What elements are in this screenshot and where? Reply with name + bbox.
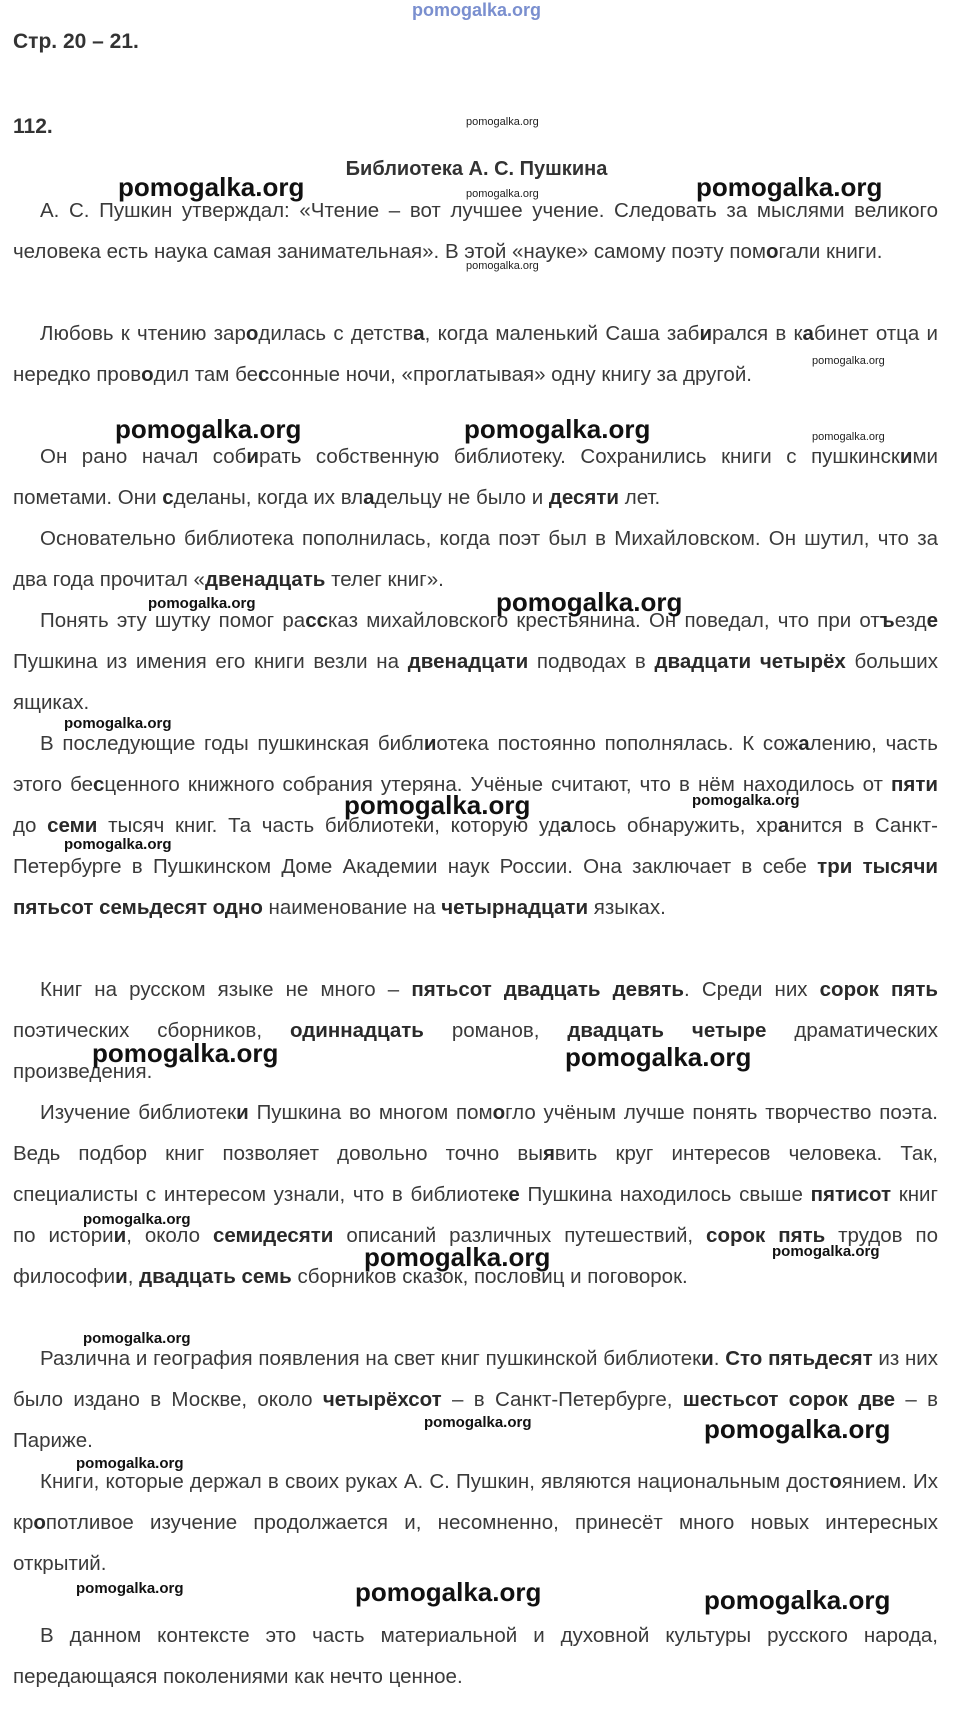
bold-text-run: двадцати четырёх <box>654 650 846 673</box>
bold-text-run: одиннадцать <box>289 1019 424 1042</box>
watermark: pomogalka.org <box>364 1242 551 1272</box>
text-run: Любовь к чтению зар <box>40 322 246 345</box>
watermark: pomogalka.org <box>565 1042 752 1072</box>
text-run: до <box>13 814 48 837</box>
bold-text-run: и <box>423 732 437 755</box>
paragraph-7 <box>13 969 938 1092</box>
watermark: pomogalka.org <box>76 1580 184 1597</box>
bold-text-run: я <box>542 1142 555 1165</box>
text-run: ми пометами. Они <box>13 445 938 509</box>
text-run: языках. <box>588 896 666 919</box>
watermark: pomogalka.org <box>812 431 885 443</box>
text-run: трудов по философи <box>13 1224 939 1288</box>
text-run: езд <box>894 609 927 632</box>
bold-text-run: двенадцати <box>407 650 529 673</box>
bold-text-run: и <box>699 322 713 345</box>
text-run: рать собственную библиотеку. Сохранились книги с пушкинск <box>258 445 900 468</box>
paragraph-6 <box>13 723 938 928</box>
watermark: pomogalka.org <box>83 1330 191 1347</box>
watermark: pomogalka.org <box>83 1211 191 1228</box>
bold-text-run: Сто пятьдесят <box>725 1347 873 1370</box>
bold-text-run: двадцать четыре <box>567 1019 767 1042</box>
bold-text-run: о <box>765 240 779 263</box>
text-run: гали книги. <box>778 240 883 263</box>
text-run: – в Париже. <box>13 1388 938 1452</box>
bold-text-run: е <box>926 609 938 632</box>
watermark: pomogalka.org <box>92 1038 279 1068</box>
text-run: лет. <box>619 486 661 509</box>
text-run: книг по истори <box>13 1183 938 1247</box>
text-run: янием. Их кр <box>13 1470 938 1534</box>
text-run: нится в Санкт-Петербурге в Пушкинском Доме Академии наук России. Она заключает в себе <box>13 814 938 878</box>
text-run: ценного книжного собрания утеряна. Учёные считают, что в нём находилось от <box>104 773 891 796</box>
bold-text-run: с <box>258 363 270 386</box>
bold-text-run: а <box>413 322 425 345</box>
text-run: В данном контексте это часть материальной и духовной культуры русского народа, передающаяся поколениями как нечто ценное. <box>13 1624 938 1688</box>
bold-text-run: о <box>141 363 154 386</box>
text-run: . Среди них <box>684 978 820 1001</box>
text-run: романов, <box>423 1019 568 1042</box>
text-run: описаний различных путешествий, <box>333 1224 707 1247</box>
watermark: pomogalka.org <box>148 595 256 612</box>
text-run: Пушкина во многом пом <box>248 1101 493 1124</box>
text-run: Изучение библиотек <box>40 1101 237 1124</box>
bold-text-run: а <box>802 322 814 345</box>
text-run: . <box>713 1347 726 1370</box>
watermark: pomogalka.org <box>76 1455 184 1472</box>
paragraph-11 <box>13 1615 938 1697</box>
watermark: pomogalka.org <box>496 587 683 617</box>
text-run: , когда маленький Саша заб <box>424 322 700 345</box>
text-run: Книг на русском языке не много – <box>40 978 412 1001</box>
text-run: отека постоянно пополнялась. К сож <box>436 732 799 755</box>
bold-text-run: с <box>162 486 174 509</box>
watermark: pomogalka.org <box>696 172 883 202</box>
watermark: pomogalka.org <box>118 172 305 202</box>
bold-text-run: и <box>246 445 259 468</box>
text-run: бинет отца и нередко пров <box>13 322 939 386</box>
text-run: Различна и география появления на свет книг пушкинской библиотек <box>40 1347 702 1370</box>
bold-text-run: а <box>560 814 572 837</box>
text-run: , <box>127 1265 140 1288</box>
watermark: pomogalka.org <box>464 414 651 444</box>
text-run: тысяч книг. Та часть библиотеки, которую уд <box>97 814 561 837</box>
watermark: pomogalka.org <box>424 1414 532 1431</box>
text-run: дилась с детств <box>258 322 414 345</box>
text-run: дельцу не было и <box>374 486 549 509</box>
text-run: лось обнаружить, хр <box>571 814 778 837</box>
exercise-number: 112. <box>13 115 53 138</box>
bold-text-run: двадцать семь <box>139 1265 292 1288</box>
watermark: pomogalka.org <box>692 792 800 809</box>
bold-text-run: сс <box>305 609 328 632</box>
paragraph-5 <box>13 600 938 723</box>
bold-text-run: пятьсот двадцать девять <box>411 978 685 1001</box>
top-watermark: pomogalka.org <box>411 0 541 20</box>
text-run: Пушкина из имения его книги везли на <box>13 650 408 673</box>
text-run: каз михайловского крестьянина. Он поведал, что при от <box>328 609 880 632</box>
watermark: pomogalka.org <box>466 116 539 128</box>
text-run: В последующие годы пушкинская библ <box>40 732 424 755</box>
text-run: подводах в <box>528 650 655 673</box>
watermark: pomogalka.org <box>466 260 539 272</box>
bold-text-run: пяти <box>891 773 938 796</box>
paragraph-4 <box>13 518 938 600</box>
page-reference: Стр. 20 – 21. <box>13 30 139 53</box>
text-run: , около <box>126 1224 213 1247</box>
watermark: pomogalka.org <box>344 790 531 820</box>
text-run: гло учёным лучше понять творчество поэта. Ведь подбор книг позволяет довольно точно вы <box>13 1101 938 1165</box>
watermark: pomogalka.org <box>64 836 172 853</box>
bold-text-run: о <box>245 322 259 345</box>
bold-text-run: а <box>777 814 790 837</box>
paragraph-3 <box>13 436 938 518</box>
text-run: телег книг». <box>325 568 444 591</box>
bold-text-run: и <box>701 1347 714 1370</box>
bold-text-run: о <box>829 1470 842 1493</box>
watermark: pomogalka.org <box>64 715 172 732</box>
text-run: из них было издано в Москве, около <box>13 1347 938 1411</box>
bold-text-run: и <box>236 1101 249 1124</box>
bold-text-run: с <box>93 773 105 796</box>
watermark: pomogalka.org <box>772 1243 880 1260</box>
text-run: деланы, когда их вл <box>173 486 364 509</box>
text-run: дил там бе <box>153 363 258 386</box>
text-run: – в Санкт-Петербурге, <box>441 1388 683 1411</box>
bold-text-run: двенадцать <box>204 568 326 591</box>
text-run: рался в к <box>712 322 803 345</box>
bold-text-run: четырёхсот <box>322 1388 442 1411</box>
bold-text-run: пятисот <box>810 1183 892 1206</box>
text-run: Пушкина находилось свыше <box>519 1183 811 1206</box>
watermark: pomogalka.org <box>115 414 302 444</box>
bold-text-run: и <box>899 445 913 468</box>
watermark: pomogalka.org <box>812 355 885 367</box>
bold-text-run: шестьсот сорок две <box>682 1388 896 1411</box>
bold-text-run: и <box>113 1224 127 1247</box>
bold-text-run: е <box>508 1183 520 1206</box>
text-run: Книги, которые держал в своих руках А. С. Пушкин, являются национальным дост <box>40 1470 830 1493</box>
bold-text-run: четырнадцати <box>441 896 589 919</box>
text-run: сонные ночи, «проглатывая» одну книгу за другой. <box>269 363 752 386</box>
watermark: pomogalka.org <box>466 188 539 200</box>
bold-text-run: о <box>33 1511 46 1534</box>
bold-text-run: а <box>798 732 810 755</box>
text-run: Он рано начал соб <box>40 445 247 468</box>
bold-text-run: и <box>115 1265 128 1288</box>
bold-text-run: сорок пять <box>819 978 938 1001</box>
paragraph-10 <box>13 1461 938 1584</box>
bold-text-run: семи <box>47 814 98 837</box>
watermark: pomogalka.org <box>355 1577 542 1607</box>
text-run: поэтических сборников, <box>13 1019 290 1042</box>
text-run: больших ящиках. <box>13 650 938 714</box>
text-run: Понять эту шутку помог ра <box>40 609 306 632</box>
text-run: А. С. Пушкин утверждал: «Чтение – вот лучшее учение. Следовать за мыслями великого человека есть наука самая занимательная». В этой «науке» самому поэту пом <box>13 199 938 263</box>
text-run: лению, часть этого бе <box>13 732 938 796</box>
text-run: вить круг интересов человека. Так, специалисты с интересом узнали, что в библиотек <box>13 1142 938 1206</box>
paragraph-2 <box>13 313 938 395</box>
text-run: потливое изучение продолжается и, несомненно, принесёт много новых интересных открытий. <box>13 1511 938 1575</box>
watermark: pomogalka.org <box>704 1585 891 1615</box>
bold-text-run: а <box>363 486 375 509</box>
text-run: наименование на <box>262 896 442 919</box>
watermark: pomogalka.org <box>704 1414 891 1444</box>
bold-text-run: три тысячи пятьсот семьдесят одно <box>13 855 938 919</box>
bold-text-run: о <box>492 1101 506 1124</box>
bold-text-run: десяти <box>548 486 620 509</box>
bold-text-run: сорок пять <box>706 1224 826 1247</box>
bold-text-run: семидесяти <box>212 1224 334 1247</box>
bold-text-run: ъ <box>879 609 895 632</box>
text-run: сборников сказок, пословиц и поговорок. <box>291 1265 688 1288</box>
text-run: Основательно библиотека пополнилась, когда поэт был в Михайловском. Он шутил, что за два года прочитал « <box>13 527 938 591</box>
text-title: Библиотека А. С. Пушкина <box>345 158 608 180</box>
text-run: драматических произведения. <box>13 1019 939 1083</box>
